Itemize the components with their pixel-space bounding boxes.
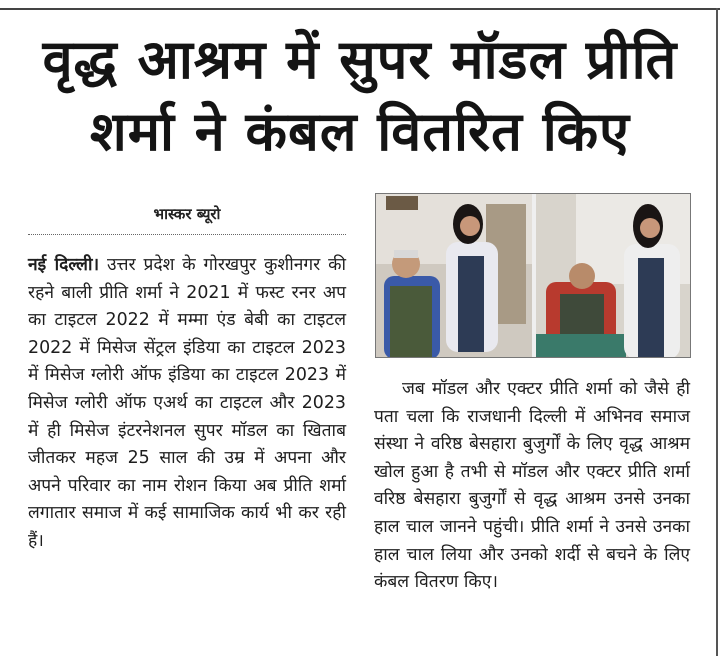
byline-divider xyxy=(28,234,346,235)
article-body-part-1: उत्तर प्रदेश के गोरखपुर कुशीनगर की रहने बाली प्रीति शर्मा ने 2021 में फस्ट रनर अप का टाइटल 2022 में मम्मा एंड बेबी का टाइटल 2022 में मिसेज सेंट्रल इंडिया का टाइटल 2023 में मिसेज ग्लोरी ऑफ इंडिया का टाइटल 2023 में मिसेज ग्लोरी ऑफ एअर्थ का टाइटल और 2023 में ही मिसेज इंटरनेशनल सुपर मॉडल का खिताब जीतकर महज 25 साल की उम्र में अपना और अपने परिवार का नाम रोशन किया अब प्रीति शर्मा लगातार समाज में कई सामाजिक कार्य भी कर रही हैं। xyxy=(28,255,346,551)
headline-line-2: शर्मा ने कंबल वितरित किए xyxy=(89,100,631,163)
top-border-rule xyxy=(0,8,720,10)
headline-line-1: वृद्ध आश्रम में सुपर मॉडल प्रीति xyxy=(42,28,678,91)
dateline: नई दिल्ली। xyxy=(28,255,100,275)
article-photo xyxy=(375,193,691,358)
photo-illustration xyxy=(376,194,691,358)
article-column-left xyxy=(28,252,346,556)
headline xyxy=(12,24,708,168)
article-body-part-2: जब मॉडल और एक्टर प्रीति शर्मा को जैसे ही पता चला कि राजधानी दिल्ली में अभिनव समाज संस्था ने वरिष्ठ बेसहारा बुजुर्गों के लिए वृद्ध आश्रम खोल हुआ है तभी से मॉडल और एक्टर प्रीति शर्मा वरिष्ठ बेसहारा बुजुर्गों से वृद्ध आश्रम उनसे उनका हाल चाल जानने पहुंची। प्रीति शर्मा ने उनसे उनका हाल चाल लिया और उनको शर्दी से बचने के लिए कंबल वितरण किए। xyxy=(374,379,690,593)
right-border-rule xyxy=(716,8,718,656)
byline: भास्कर ब्यूरो xyxy=(153,205,221,223)
article-column-right xyxy=(374,376,690,597)
